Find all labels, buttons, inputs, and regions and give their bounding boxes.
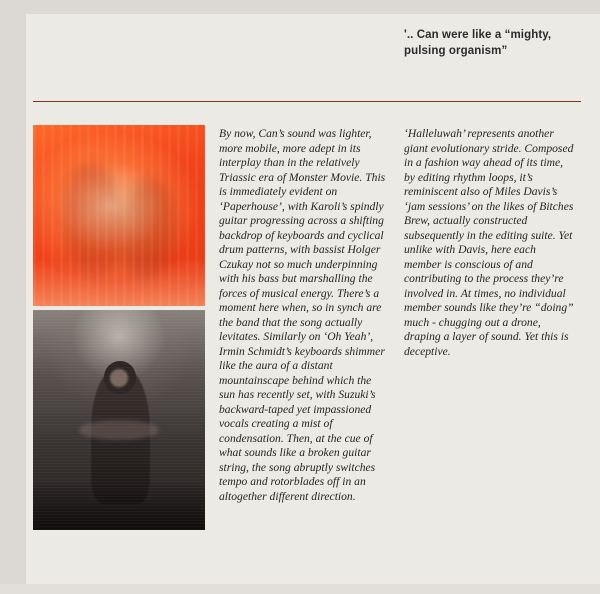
body-text-column-1 [219, 127, 387, 504]
seated-musician-photo [33, 310, 205, 530]
scan-edge-top [0, 0, 600, 14]
column-1-paragraph: By now, Can’s sound was lighter, more mobile, more adept in its interplay than in the relatively Triassic era of Monster Movie. This is immediately evident on ‘Paperhouse’, with Karoli’s spindly guitar progressing across a shifting backdrop of keyboards and cyclical drum patterns, with bassist Holger Czukay not so much underpinning with his bass but marshalling the forces of musical energy. There’s a moment here when, so in synch are the band that the song actually levitates. Similarly on ‘Oh Yeah’, Irmin Schmidt’s keyboards shimmer like the aura of a distant mountainscape behind which the sun has recently set, with Suzuki’s backward-taped yet impassioned vocals creating a mist of condensation. Then, at the cue of what sounds like a broken guitar string, the song abruptly switches tempo and rotorblades off in an altogether different direction. [219, 127, 386, 503]
pull-quote: '.. Can were like a “mighty, pulsing organism” [404, 29, 552, 57]
orange-tinted-band-photo [33, 125, 205, 306]
photo-scan-streaks [33, 125, 205, 306]
column-2-paragraph: ‘Halleluwah’ represents another giant evolutionary stride. Composed in a fashion way ahead of its time, by editing rhythm loops, it’s reminiscent also of Miles Davis’s ‘jam sessions’ on the likes of Bitches Brew, actually constructed subsequently in the editing suite. Yet unlike with Davis, here each member is conscious of and contributing to the process they’re involved in. At times, no individual member sounds like they’re “doing” much - chugging out a drone, draping a layer of sound. Yet this is deceptive. [404, 127, 574, 358]
scan-edge-bottom [0, 584, 600, 594]
body-text-column-2 [404, 127, 576, 359]
scan-edge-left [0, 0, 26, 594]
photo-film-grain [33, 310, 205, 530]
horizontal-rule [33, 101, 581, 102]
